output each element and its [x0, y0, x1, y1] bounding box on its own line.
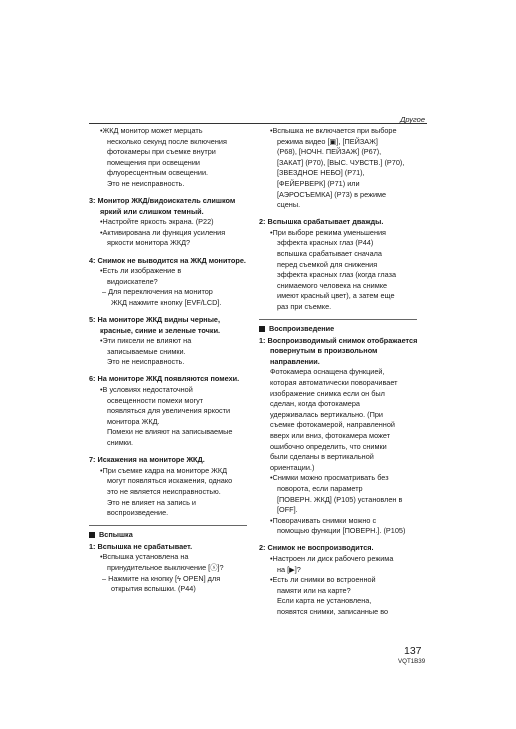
text-line: вверх или вниз, фотокамера может — [270, 431, 391, 441]
text-line: [OFF]. — [277, 505, 298, 515]
entry-title: 5: На мониторе ЖКД видны черные, красные, синие и зеленые точки. — [89, 315, 221, 335]
left-intro — [89, 126, 249, 190]
text-line: имеют красный цвет), а затем еще — [277, 291, 395, 301]
text-line: ЖКД нажмите кнопку [EVF/LCD]. — [111, 297, 222, 307]
entry-5 — [89, 315, 249, 368]
document-code: VQT1B39 — [398, 658, 426, 665]
text-line: Помехи не влияют на записываемые — [107, 427, 233, 437]
text-line: монитора ЖКД. — [107, 416, 160, 426]
text-line: •Настройте яркость экрана. (P22) — [100, 217, 214, 227]
text-line: принудительное выключение [ⓢ]? — [107, 562, 224, 572]
text-line: съемке фотокамерой, направленной — [270, 420, 395, 430]
text-line: Это не неисправность. — [107, 178, 185, 188]
text-line: •Есть ли снимки во встроенной — [270, 575, 376, 585]
playback-entry-2 — [259, 543, 419, 617]
flash-entry-1 — [89, 542, 249, 595]
left-column — [89, 126, 249, 601]
text-line: •При съемке кадра на мониторе ЖКД — [100, 465, 228, 475]
text-line: освещенности помехи могут — [107, 395, 204, 405]
text-line: перед съемкой для снижения — [277, 259, 378, 269]
text-line: (P68), [НОЧН. ПЕЙЗАЖ] (P67), — [277, 147, 382, 157]
text-line: [ЗВЕЗДНОЕ НЕБО] (P71), — [277, 168, 365, 178]
text-line: •Есть ли изображение в — [100, 266, 182, 276]
square-bullet-icon — [259, 326, 265, 332]
text-line: [ПОВЕРН. ЖКД] (P105) установлен в — [277, 494, 403, 504]
text-line: появляться для увеличения яркости — [107, 406, 231, 416]
text-line: Если карта не установлена, — [277, 596, 372, 606]
entry-title: 4: Снимок не выводится на ЖКД мониторе. — [89, 255, 246, 265]
text-line: могут появляться искажения, однако — [107, 476, 233, 486]
text-line: помещения при освещении — [107, 157, 200, 167]
text-line: воспроизведение. — [107, 508, 169, 518]
entry-3 — [89, 196, 249, 249]
playback-entry-1 — [259, 336, 419, 537]
text-line: видоискателе? — [107, 276, 158, 286]
text-line: •Вспышка установлена на — [100, 552, 189, 562]
text-line: ориентации.) — [270, 462, 315, 472]
text-line: флуоресцентным освещении. — [107, 168, 209, 178]
text-line: •Настроен ли диск рабочего режима — [270, 554, 394, 564]
section-label: Другое — [400, 115, 425, 124]
text-line: на [▶]? — [277, 564, 301, 574]
text-line: несколько секунд после включения — [107, 136, 227, 146]
entry-title: 1: Вспышка не срабатывает. — [89, 541, 193, 551]
text-line: Фотокамера оснащена функцией, — [270, 367, 385, 377]
entry-7 — [89, 455, 249, 519]
text-line: которая автоматически поворачивает — [270, 378, 398, 388]
entry-title: 1: Воспроизводимый снимок отображается повернутым в произвольном направлении. — [259, 335, 418, 366]
text-line: •ЖКД монитор может мерцать — [100, 126, 203, 135]
text-line: сцены. — [277, 200, 301, 210]
text-line: появятся снимки, записанные во — [277, 607, 389, 617]
section-heading-flash — [89, 530, 249, 541]
text-line: Это не влияет на запись и — [107, 497, 196, 507]
text-line: •Поворачивать снимки можно с — [270, 515, 377, 525]
text-line: фотокамеры при съемке внутри — [107, 147, 216, 157]
text-line: памяти или на карте? — [277, 585, 351, 595]
section-heading-playback — [259, 324, 419, 335]
text-line: •Вспышка не включается при выборе — [270, 126, 397, 135]
text-line: поворота, если параметр — [277, 484, 363, 493]
right-column — [259, 126, 419, 624]
text-line: ошибочно определить, что снимки — [270, 441, 387, 451]
entry-title: 2: Вспышка срабатывает дважды. — [259, 217, 384, 227]
text-line: это не является неисправностью. — [107, 486, 221, 496]
section-divider — [89, 525, 247, 526]
text-line: сделан, когда фотокамера — [270, 399, 360, 409]
section-divider — [259, 319, 417, 320]
text-line: открытия вспышки. (P44) — [111, 584, 196, 594]
text-line: снимки. — [107, 438, 134, 448]
section-heading-text: Вспышка — [99, 530, 133, 540]
text-line: •Активирована ли функция усиления — [100, 227, 226, 237]
text-line: вспышка срабатывает сначала — [277, 249, 382, 259]
right-intro — [259, 126, 419, 211]
text-line: [АЭРОСЪЕМКА] (P73) в режиме — [277, 189, 387, 199]
entry-title: 6: На мониторе ЖКД появляются помехи. — [89, 374, 240, 384]
text-line: удерживалась вертикально. (При — [270, 409, 383, 419]
header-rule — [89, 123, 427, 124]
text-line: [ФЕЙЕРВЕРК] (P71) или — [277, 178, 360, 188]
text-line: изображение снимка если он был — [270, 388, 385, 398]
section-heading-text: Воспроизведение — [269, 324, 335, 334]
text-line: •В условиях недостаточной — [100, 385, 193, 395]
text-line: были сделаны в вертикальной — [270, 452, 374, 462]
text-line: Это не неисправность. — [107, 357, 185, 367]
entry-6 — [89, 374, 249, 448]
text-line: раз при съемке. — [277, 302, 332, 311]
text-line: – Нажмите на кнопку [ϟ OPEN] для — [102, 573, 221, 583]
text-line: эффекта красных глаз (P44) — [277, 238, 374, 248]
flash-entry-2 — [259, 217, 419, 312]
text-line: снимаемого человека на снимке — [277, 280, 388, 290]
entry-4 — [89, 256, 249, 309]
text-line: •Снимки можно просматривать без — [270, 473, 389, 483]
text-line: эффекта красных глаз (когда глаза — [277, 270, 397, 280]
page-number: 137 — [404, 645, 422, 657]
text-line: помощью функции [ПОВЕРН.]. (P105) — [277, 526, 406, 536]
text-line: •Эти пиксели не влияют на — [100, 336, 192, 346]
entry-title: 3: Монитор ЖКД/видоискатель слишком яркий или слишком темный. — [89, 196, 236, 216]
entry-title: 2: Снимок не воспроизводится. — [259, 543, 374, 553]
text-line: [ЗАКАТ] (P70), [ВЫС. ЧУВСТВ.] (P70), — [277, 157, 405, 167]
text-line: яркости монитора ЖКД? — [107, 238, 191, 248]
text-line: – Для переключения на монитор — [102, 287, 213, 297]
text-line: •При выборе режима уменьшения — [270, 227, 386, 237]
entry-title: 7: Искажения на мониторе ЖКД. — [89, 455, 205, 465]
text-line: режима видео [▣], [ПЕЙЗАЖ] — [277, 136, 378, 146]
square-bullet-icon — [89, 532, 95, 538]
text-line: записываемые снимки. — [107, 346, 186, 356]
